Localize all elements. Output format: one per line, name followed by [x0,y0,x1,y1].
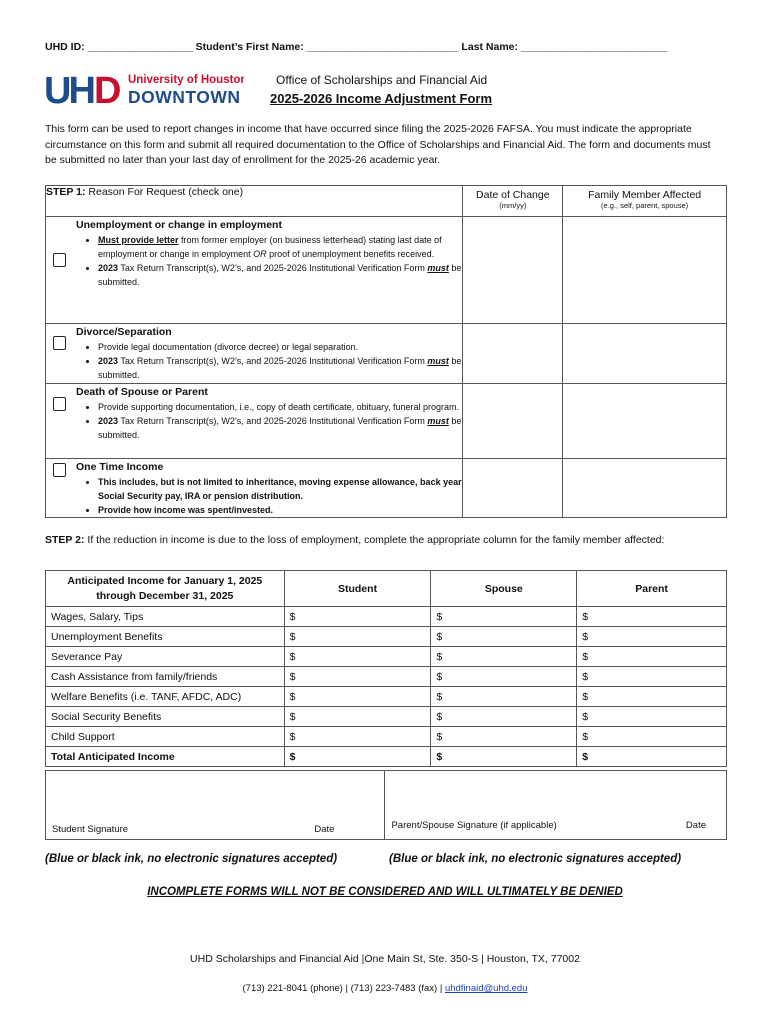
parent-total-field[interactable]: $ [577,747,727,767]
footer-phone-fax: (713) 221-8041 (phone) | (713) 223-7483 (fax) | [242,983,445,994]
family-field-death[interactable] [563,384,727,459]
logo-line1: University of Houston [128,74,244,86]
student-signature-label: Student Signature [52,824,129,835]
parent-child-support-field[interactable]: $ [577,727,727,747]
family-field-one-time-income[interactable] [563,459,727,518]
column-student: Student [284,571,431,607]
student-wages-field[interactable]: $ [284,607,431,627]
row-label-total: Total Anticipated Income [46,747,285,767]
footer-contact [0,983,770,994]
row-label-unemployment: Unemployment Benefits [46,627,285,647]
ink-note-right: (Blue or black ink, no electronic signatures accepted) [389,853,682,865]
logo-line2: DOWNTOWN [128,87,241,107]
table-row [46,727,727,747]
checkbox-death[interactable] [53,397,66,411]
column-spouse: Spouse [431,571,577,607]
reason-divorce: Divorce/Separation • Provide legal documentation (divorce decree) or legal separation. • 2023 Tax Return Transcript(s), W2’s, and 2025-2026 Institutional Verification Form must be submitted. [46,324,463,384]
svg-text:D: D [94,70,122,108]
student-date-label: Date [314,824,335,835]
step1-label: STEP 1: [46,186,86,198]
parent-signature-label: Parent/Spouse Signature (if applicable) [391,820,557,831]
incomplete-warning: INCOMPLETE FORMS WILL NOT BE CONSIDERED AND WILL ULTIMATELY BE DENIED [147,886,623,898]
spouse-unemployment-field[interactable]: $ [431,627,577,647]
parent-wages-field[interactable]: $ [577,607,727,627]
parent-welfare-field[interactable]: $ [577,687,727,707]
table-row [46,647,727,667]
spouse-welfare-field[interactable]: $ [431,687,577,707]
family-member-header: Family Member Affected (e.g., self, parent, spouse) [563,186,727,217]
column-parent: Parent [577,571,727,607]
form-title: 2025-2026 Income Adjustment Form [270,91,493,106]
parent-unemployment-field[interactable]: $ [577,627,727,647]
student-unemployment-field[interactable]: $ [284,627,431,647]
checkbox-divorce[interactable] [53,336,66,350]
parent-signature-field[interactable] [385,771,727,840]
checkbox-one-time-income[interactable] [53,463,66,477]
spouse-cash-field[interactable]: $ [431,667,577,687]
spouse-ss-field[interactable]: $ [431,707,577,727]
spouse-wages-field[interactable]: $ [431,607,577,627]
table-row [46,627,727,647]
date-field-one-time-income[interactable] [463,459,563,518]
student-ss-field[interactable]: $ [284,707,431,727]
step2-label: STEP 2: [45,534,85,546]
footer-address: UHD Scholarships and Financial Aid |One Main St, Ste. 350-S | Houston, TX, 77002 [190,953,580,965]
parent-severance-field[interactable]: $ [577,647,727,667]
reason-death: Death of Spouse or Parent • Provide supporting documentation, i.e., copy of death certificate, obituary, funeral program. • 2023 Tax Return Transcript(s), W2’s, and 2025-2026 Institutional Verification Form must be submitted. [46,384,463,459]
student-child-support-field[interactable]: $ [284,727,431,747]
row-label-welfare: Welfare Benefits (i.e. TANF, AFDC, ADC) [46,687,285,707]
step1-header [46,186,463,217]
spouse-child-support-field[interactable]: $ [431,727,577,747]
parent-ss-field[interactable]: $ [577,707,727,727]
row-label-cash-assistance: Cash Assistance from family/friends [46,667,285,687]
row-label-social-security: Social Security Benefits [46,707,285,727]
student-total-field[interactable]: $ [284,747,431,767]
checkbox-unemployment[interactable] [53,253,66,267]
student-signature-field[interactable] [46,771,385,840]
table-row [46,747,727,767]
student-id-name-fields[interactable]: UHD ID: __________________ Student’s First Name: __________________________ Last Name: _________________________ [45,41,667,53]
student-cash-field[interactable]: $ [284,667,431,687]
family-field-divorce[interactable] [563,324,727,384]
income-table-head: Anticipated Income for January 1, 2025 through December 31, 2025 [46,571,285,607]
reason-one-time-income: One Time Income • This includes, but is not limited to inheritance, moving expense allowance, back year Social Security pay, IRA or pension distribution. • Provide how income was spent/invested. [46,459,463,518]
table-row [46,707,727,727]
svg-text:UH: UH [44,70,93,108]
reason-unemployment: Unemployment or change in employment • Must provide letter from former employer (on business letterhead) stating last date of employment or change in employment OR proof of unemployment benefits received. • 2023 Tax Return Transcript(s), W2’s, and 2025-2026 Institutional Verification Form must be submitted. [46,217,463,324]
income-table [45,570,727,767]
office-name: Office of Scholarships and Financial Aid [276,73,488,87]
row-label-child-support: Child Support [46,727,285,747]
ink-note-left: (Blue or black ink, no electronic signatures accepted) [45,853,338,865]
parent-cash-field[interactable]: $ [577,667,727,687]
spouse-total-field[interactable]: $ [431,747,577,767]
spouse-severance-field[interactable]: $ [431,647,577,667]
date-field-death[interactable] [463,384,563,459]
footer-email-link[interactable]: uhdfinaid@uhd.edu [444,983,528,994]
parent-date-label: Date [685,820,706,831]
step2-instructions [45,532,715,549]
step1-table [45,185,727,518]
step1-text: Reason For Request (check one) [88,186,244,198]
student-severance-field[interactable]: $ [284,647,431,667]
student-welfare-field[interactable]: $ [284,687,431,707]
row-label-severance: Severance Pay [46,647,285,667]
date-field-unemployment[interactable] [463,217,563,324]
intro-paragraph: This form can be used to report changes in income that have occurred since filing the 2025-2026 FAFSA. You must indicate the appropriate circumstance on this form and submit all required documentation to the Office of Scholarships and Financial Aid. The form and documents must be submitted no later than your last day of enrollment for the 2025-26 academic year. [45,123,711,166]
row-label-wages: Wages, Salary, Tips [46,607,285,627]
table-row [46,687,727,707]
date-of-change-header: Date of Change (mm/yy) [463,186,563,217]
date-field-divorce[interactable] [463,324,563,384]
uhd-logo [44,70,244,108]
signature-table [45,770,727,840]
table-row [46,667,727,687]
step2-text: If the reduction in income is due to the loss of employment, complete the appropriate column for the family member affected: [84,534,665,546]
family-field-unemployment[interactable] [563,217,727,324]
table-row [46,607,727,627]
